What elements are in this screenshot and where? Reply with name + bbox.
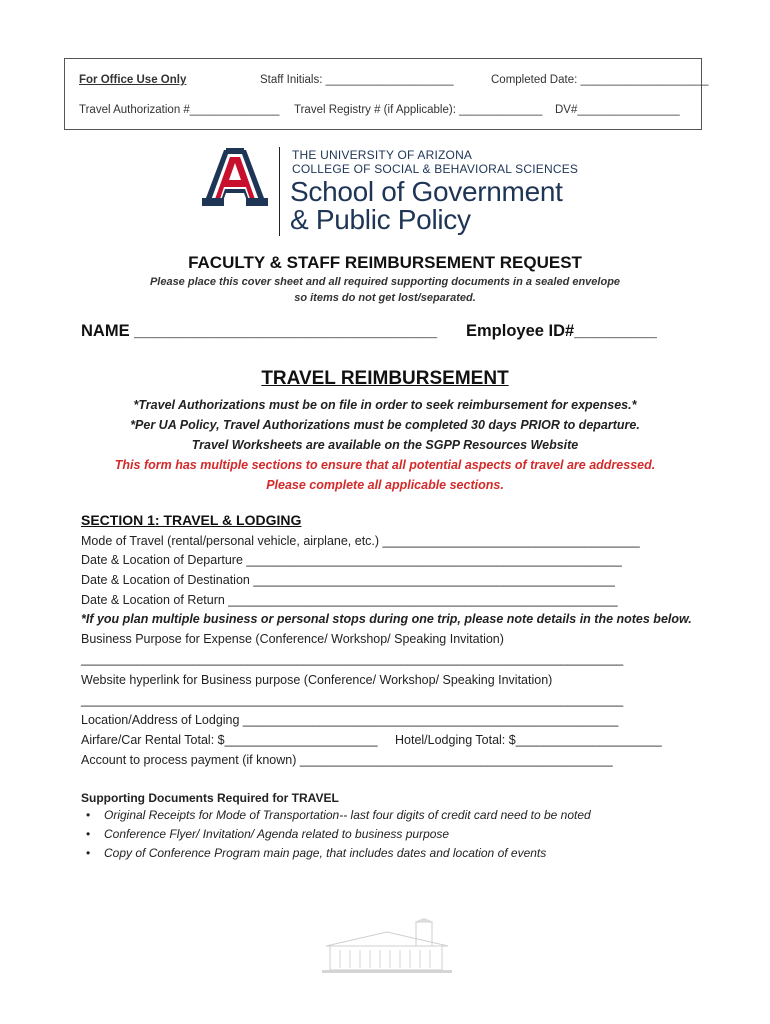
supporting-doc-item: • Copy of Conference Program main page, that includes dates and location of events (104, 846, 546, 860)
section1-title: SECTION 1: TRAVEL & LODGING (81, 512, 302, 528)
lodging-location-field[interactable]: Location/Address of Lodging ______________________________________________________ (81, 713, 619, 727)
logo-university-text: THE UNIVERSITY OF ARIZONA (292, 148, 473, 162)
staff-initials-field[interactable]: Staff Initials: ____________________ (260, 74, 454, 86)
website-hyperlink-field[interactable]: ______________________________________________________________________________ (81, 693, 624, 707)
payment-account-field[interactable]: Account to process payment (if known) _____________________________________________ (81, 753, 613, 767)
airfare-total-field[interactable]: Airfare/Car Rental Total: $______________________ (81, 733, 378, 747)
departure-field[interactable]: Date & Location of Departure ______________________________________________________ (81, 553, 622, 567)
office-use-label: For Office Use Only (79, 74, 187, 86)
business-purpose-field[interactable]: ______________________________________________________________________________ (81, 652, 624, 666)
supporting-doc-item: • Original Receipts for Mode of Transportation-- last four digits of credit card need to be noted (104, 808, 591, 822)
building-watermark-icon (322, 918, 452, 974)
office-use-box (64, 58, 709, 130)
travel-red-note-line1: This form has multiple sections to ensure that all potential aspects of travel are addressed. (114, 458, 656, 472)
travel-reimbursement-heading: TRAVEL REIMBURSEMENT (261, 368, 509, 389)
logo-school-text: School of Government (290, 176, 563, 207)
supporting-doc-item: • Conference Flyer/ Invitation/ Agenda related to business purpose (104, 827, 449, 841)
multiple-stops-note: *If you plan multiple business or personal stops during one trip, please note details in the notes below. (81, 612, 692, 626)
logo-college-text: COLLEGE OF SOCIAL & BEHAVIORAL SCIENCES (292, 162, 579, 176)
travel-note-line3: Travel Worksheets are available on the SGPP Resources Website (191, 438, 579, 452)
business-purpose-label: Business Purpose for Expense (Conference/ Workshop/ Speaking Invitation) (81, 632, 504, 646)
destination-field[interactable]: Date & Location of Destination ____________________________________________________ (81, 573, 615, 587)
return-field[interactable]: Date & Location of Return ________________________________________________________ (81, 593, 618, 607)
hotel-total-field[interactable]: Hotel/Lodging Total: $_____________________ (395, 733, 662, 747)
travel-authorization-field[interactable]: Travel Authorization #______________ (79, 104, 280, 116)
university-a-logo-icon (200, 148, 270, 208)
website-hyperlink-label: Website hyperlink for Business purpose (Conference/ Workshop/ Speaking Invitation) (81, 673, 553, 687)
supporting-docs-title: Supporting Documents Required for TRAVEL (81, 791, 339, 805)
envelope-note-line1: Please place this cover sheet and all required supporting documents in a sealed envelope (149, 276, 621, 288)
employee-id-field[interactable]: Employee ID#_________ (466, 322, 657, 340)
travel-red-note-line2: Please complete all applicable sections. (266, 478, 504, 492)
logo-policy-text: & Public Policy (290, 204, 471, 235)
mode-of-travel-field[interactable]: Mode of Travel (rental/personal vehicle, airplane, etc.) _____________________________________ (81, 534, 640, 548)
envelope-note-line2: so items do not get lost/separated. (294, 292, 476, 304)
completed-date-field[interactable]: Completed Date: ____________________ (491, 74, 709, 86)
travel-note-line1: *Travel Authorizations must be on file in order to seek reimbursement for expenses.* (133, 398, 637, 412)
travel-registry-field[interactable]: Travel Registry # (if Applicable): _____________ (294, 104, 543, 116)
form-title: FACULTY & STAFF REIMBURSEMENT REQUEST (188, 253, 582, 272)
dv-field[interactable]: DV#________________ (555, 104, 680, 116)
travel-note-line2: *Per UA Policy, Travel Authorizations must be completed 30 days PRIOR to departure. (130, 418, 640, 432)
logo-divider (279, 147, 280, 236)
name-field[interactable]: NAME _________________________________ (81, 322, 437, 340)
